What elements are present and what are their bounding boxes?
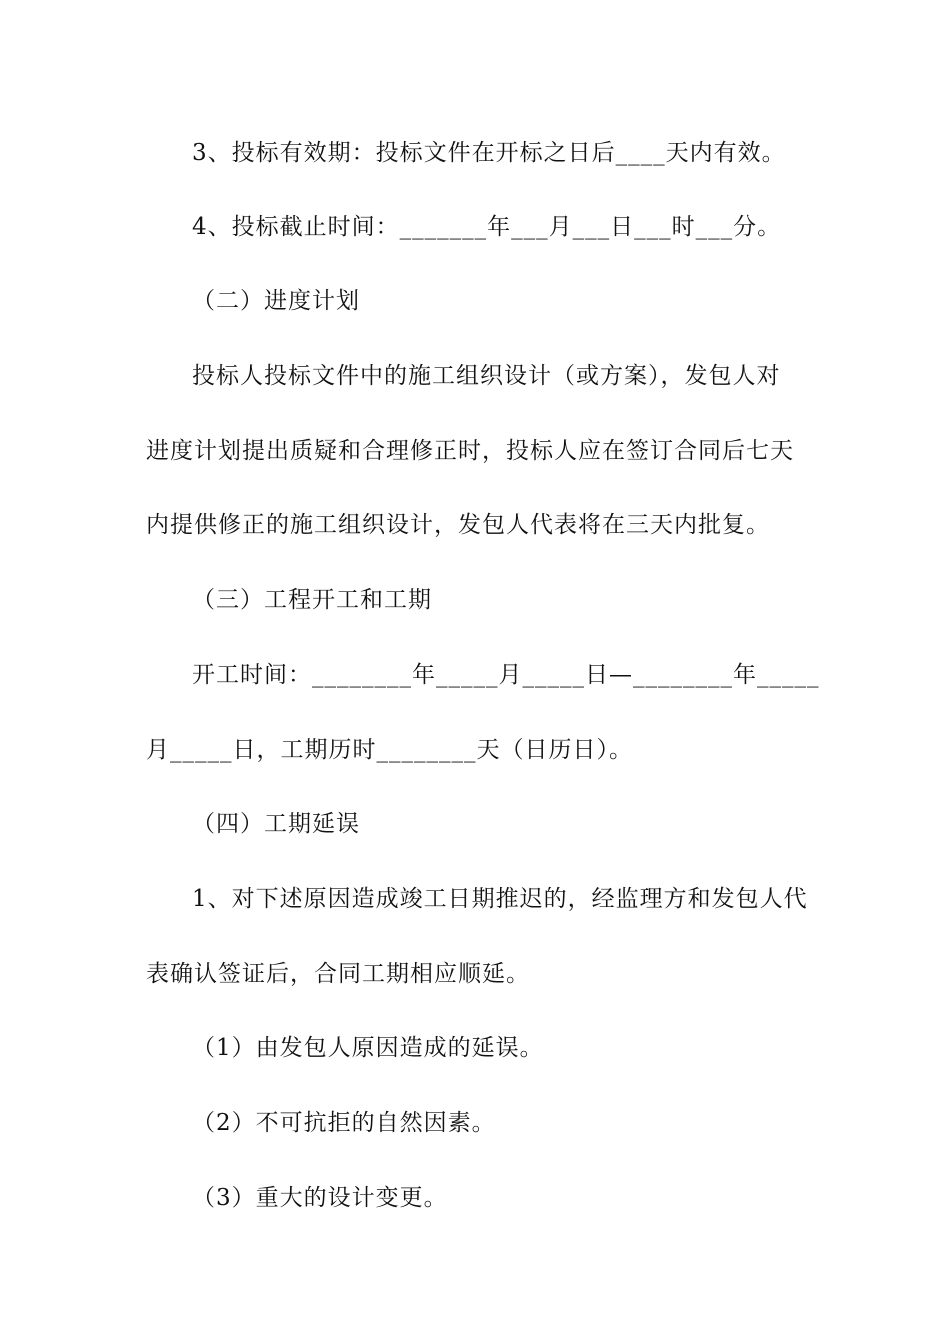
section-heading-construction-period: （三）工程开工和工期	[192, 587, 432, 613]
text-line-schedule-1: 投标人投标文件中的施工组织设计（或方案），发包人对	[192, 363, 781, 389]
text-line-delay-2: 表确认签证后，合同工期相应顺延。	[146, 961, 530, 987]
text-line-delay-1: 1、对下述原因造成竣工日期推迟的，经监理方和发包人代	[192, 886, 808, 912]
list-item-delay-3: （3）重大的设计变更。	[192, 1185, 448, 1211]
text-line-start-time-2: 月_____日，工期历时________天（日历日）。	[146, 737, 633, 763]
section-heading-schedule: （二）进度计划	[192, 288, 360, 314]
text-line-schedule-3: 内提供修正的施工组织设计，发包人代表将在三天内批复。	[146, 512, 770, 538]
text-line-bid-validity: 3、投标有效期：投标文件在开标之日后____天内有效。	[192, 140, 786, 166]
list-item-delay-1: （1）由发包人原因造成的延误。	[192, 1035, 544, 1061]
section-heading-delay: （四）工期延误	[192, 811, 360, 837]
text-line-bid-deadline: 4、投标截止时间：_______年___月___日___时___分。	[192, 214, 782, 240]
text-line-start-time-1: 开工时间：________年_____月_____日—________年_____	[192, 662, 820, 688]
list-item-delay-2: （2）不可抗拒的自然因素。	[192, 1110, 496, 1136]
text-line-schedule-2: 进度计划提出质疑和合理修正时，投标人应在签订合同后七天	[146, 438, 794, 464]
